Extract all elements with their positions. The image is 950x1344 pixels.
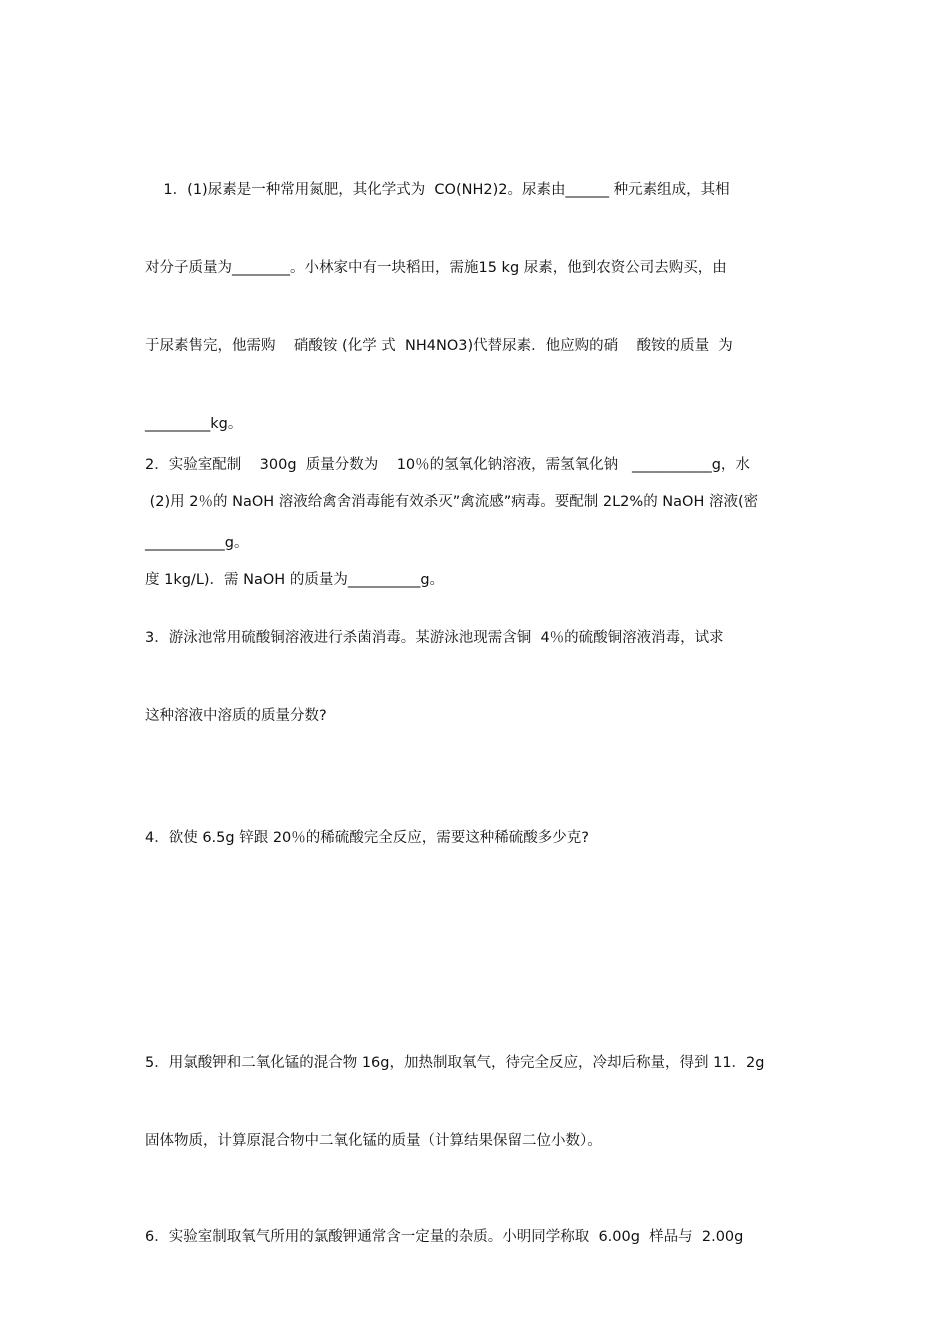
question-1-line: 于尿素售完，他需购 硝酸铵 (化学 式 NH4NO3)代替尿素．他应购的硝 酸铵的质量 为 [145, 338, 733, 354]
question-3-line: 3．游泳池常用硫酸铜溶液进行杀菌消毒。某游泳池现需含铜 4％的硫酸铜溶液消毒，试求 [145, 630, 724, 646]
question-5-line: 5．用氯酸钾和二氧化锰的混合物 16g，加热制取氧气，待完全反应，冷却后称量，得到 11．2g [145, 1055, 765, 1071]
question-5-line: 固体物质，计算原混合物中二氧化锰的质量（计算结果保留二位小数）。 [145, 1133, 602, 1149]
question-3 [145, 573, 810, 781]
question-1-line: 对分子质量为________。小林家中有一块稻田，需施15 kg 尿素，他到农资公司去购买，由 [145, 260, 727, 276]
question-3-line: 这种溶液中溶质的质量分数? [145, 708, 327, 724]
question-6-line: 6．实验室制取氧气所用的氯酸钾通常含一定量的杂质。小明同学称取 6.00g 样品与 2.00g [145, 1229, 744, 1245]
question-4 [145, 773, 810, 903]
question-2-line: ___________g。 [145, 535, 249, 551]
question-2-line: 2．实验室配制 300g 质量分数为 10％的氢氧化钠溶液，需氢氧化钠 ___________g，水 [145, 457, 750, 473]
question-4-line: 4．欲使 6.5g 锌跟 20％的稀硫酸完全反应，需要这种稀硫酸多少克? [145, 830, 589, 846]
question-6 [145, 1172, 810, 1302]
question-1-line: 1．(1)尿素是一种常用氮肥，其化学式为 CO(NH2)2。尿素由______ 种元素组成，其相 [145, 182, 730, 198]
question-1-line: 度 1kg/L)．需 NaOH 的质量为__________g。 [145, 572, 445, 588]
question-1-line: _________kg。 [145, 416, 243, 432]
question-1-line: (2)用 2％的 NaOH 溶液给禽舍消毒能有效杀灭”禽流感”病毒。要配制 2L2%的 NaOH 溶液(密 [145, 494, 759, 510]
